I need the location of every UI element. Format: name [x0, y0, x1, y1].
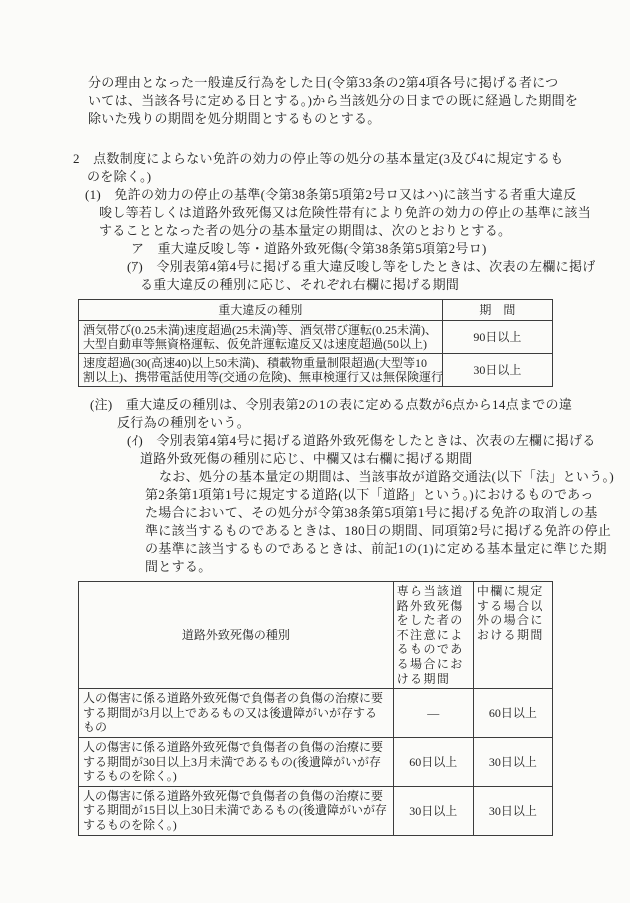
- item-1-paragraph: [60, 186, 592, 240]
- paragraph-line: 道路外致死傷の種別に応じ、中欄又は右欄に掲げる期間: [140, 451, 473, 466]
- paragraph-line: 間とする。: [145, 559, 212, 574]
- table-header-row: [79, 300, 553, 321]
- paragraph-line: (注) 重大違反の種別は、令別表第2の1の表に定める点数が6点から14点までの違: [90, 397, 573, 412]
- cell-line: 路外致死傷: [396, 598, 464, 613]
- cell-line: 中欄に規定: [476, 584, 544, 598]
- cell-line: る場合にお: [396, 656, 464, 671]
- injury-period-table: [78, 581, 553, 836]
- table-row: [79, 786, 553, 835]
- cell-line: をした者の: [396, 613, 464, 628]
- sub-item-a-heading: [60, 240, 572, 258]
- table-row: [79, 689, 553, 738]
- cell-line: ける期間: [396, 671, 451, 686]
- cell-line: する期間が3月以上であるもの又は後遺障がいが存する: [83, 705, 378, 720]
- injury-kind-cell: [79, 786, 394, 835]
- paragraph-line: のを除く。): [87, 169, 152, 184]
- paragraph-line: 2 点数制度によらない免許の効力の停止等の処分の基本量定(3及び4に規定するも: [73, 151, 564, 166]
- sub-item-a1-paragraph: [60, 258, 596, 294]
- cell-line: 外の場合に: [476, 613, 544, 628]
- paragraph-line: る重大違反の種別に応じ、それぞれ右欄に掲げる期間: [140, 277, 460, 292]
- paragraph-line: (ｱ) 令別表第4第4号に掲げる重大違反唆し等をしたときは、次表の左欄に掲げ: [127, 259, 596, 274]
- negligence-case-header-cell: [393, 582, 473, 689]
- cell-line: するものを除く。): [83, 769, 177, 784]
- paragraph-line: なお、処分の基本量定の期間は、当該事故が道路交通法(以下「法」という。): [159, 469, 614, 484]
- paragraph-line: 唆し等若しくは道路外致死傷又は危険性帯有により免許の効力の停止の基準に該当: [99, 205, 592, 220]
- period-cell: 30日以上: [442, 354, 552, 387]
- violation-type-cell: [79, 321, 443, 354]
- paragraph-intro: [60, 74, 579, 128]
- cell-line: 人の傷害に係る道路外致死傷で負傷者の負傷の治療に要: [83, 739, 384, 754]
- other-case-header-cell: [473, 582, 552, 689]
- table-header-row: [79, 582, 553, 689]
- sub-item-a2-paragraph: [60, 432, 596, 468]
- cell-line: する期間が30日以上3月未満であるもの(後遺障がいが存: [83, 754, 381, 769]
- table-row: [79, 354, 553, 387]
- other-period-cell: 30日以上: [473, 737, 552, 786]
- paragraph-line: の基準に該当するものであるときは、前記1の(1)に定める基本量定に準じた期: [145, 541, 607, 556]
- negligence-period-cell: ―: [393, 689, 473, 738]
- paragraph-line: いては、当該各号に定める日とする。)から当該処分の日までの既に経過した期間を: [88, 93, 579, 108]
- paragraph-line: 準に該当するものであるときは、180日の期間、同項第2号に掲げる免許の停止: [145, 523, 612, 538]
- injury-kind-header-cell: 道路外致死傷の種別: [79, 582, 394, 689]
- paragraph-line: ア 重大違反唆し等・道路外致死傷(令第38条第5項第2号ロ): [131, 241, 487, 256]
- note-paragraph: [60, 396, 572, 432]
- cell-line: 不注意によ: [396, 627, 464, 642]
- cell-line: 割以上)、携帯電話使用等(交通の危険)、無車検運行又は無保険運行: [83, 370, 443, 384]
- cell-line: 専ら当該道: [396, 584, 464, 598]
- cell-line: するものを除く。): [83, 817, 177, 832]
- paragraph-line: 第2条第1項第1号に規定する道路(以下「道路」という。)におけるものであっ: [145, 487, 594, 502]
- violation-type-cell: [79, 354, 443, 387]
- period-cell: 90日以上: [442, 321, 552, 354]
- paragraph-line: 除いた残りの期間を処分期間とするものとする。: [88, 111, 381, 126]
- cell-line: する場合以: [476, 598, 544, 613]
- paragraph-line: た場合において、その処分が令第38条第5項第1号に掲げる免許の取消しの基: [145, 505, 598, 520]
- cell-line: るものであ: [396, 642, 464, 657]
- other-period-cell: 60日以上: [473, 689, 552, 738]
- negligence-period-cell: 60日以上: [393, 737, 473, 786]
- cell-line: 大型自動車等無資格運転、仮免許運転違反又は速度超過(50以上): [83, 337, 427, 351]
- paragraph-line: することとなった者の処分の基本量定の期間は、次のとおりとする。: [99, 223, 512, 238]
- injury-kind-cell: [79, 689, 394, 738]
- other-period-cell: 30日以上: [473, 786, 552, 835]
- paragraph-line: (1) 免許の効力の停止の基準(令第38条第5項第2号ロ又はハ)に該当する者重大違反: [85, 187, 577, 202]
- negligence-period-cell: 30日以上: [393, 786, 473, 835]
- section-2-heading: [60, 150, 572, 186]
- injury-kind-cell: [79, 737, 394, 786]
- nao-paragraph: [60, 468, 614, 576]
- cell-line: する期間が15日以上30日未満であるもの(後遺障がいが存: [83, 803, 387, 818]
- cell-line: 人の傷害に係る道路外致死傷で負傷者の負傷の治療に要: [83, 788, 384, 803]
- table-row: [79, 321, 553, 354]
- paragraph-line: 反行為の種別をいう。: [117, 415, 251, 430]
- cell-line: 人の傷害に係る道路外致死傷で負傷者の負傷の治療に要: [83, 691, 384, 706]
- table-row: [79, 737, 553, 786]
- paragraph-line: 分の理由となった一般違反行為をした日(令第33条の2第4項各号に掲げる者につ: [88, 75, 559, 90]
- cell-line: もの: [83, 720, 108, 735]
- cell-line: 速度超過(30(高速40)以上50未満)、積載物重量制限超過(大型等10: [83, 356, 427, 370]
- cell-line: 酒気帯び(0.25未満)速度超過(25未満)等、酒気帯び運転(0.25未満)、: [83, 323, 437, 337]
- paragraph-line: (ｲ) 令別表第4第4号に掲げる道路外致死傷をしたときは、次表の左欄に掲げる: [127, 433, 596, 448]
- violation-type-header-cell: 重大違反の種別: [79, 300, 443, 321]
- period-header-cell: 期 間: [442, 300, 552, 321]
- cell-line: おける期間: [476, 627, 544, 642]
- violation-period-table: [78, 299, 553, 387]
